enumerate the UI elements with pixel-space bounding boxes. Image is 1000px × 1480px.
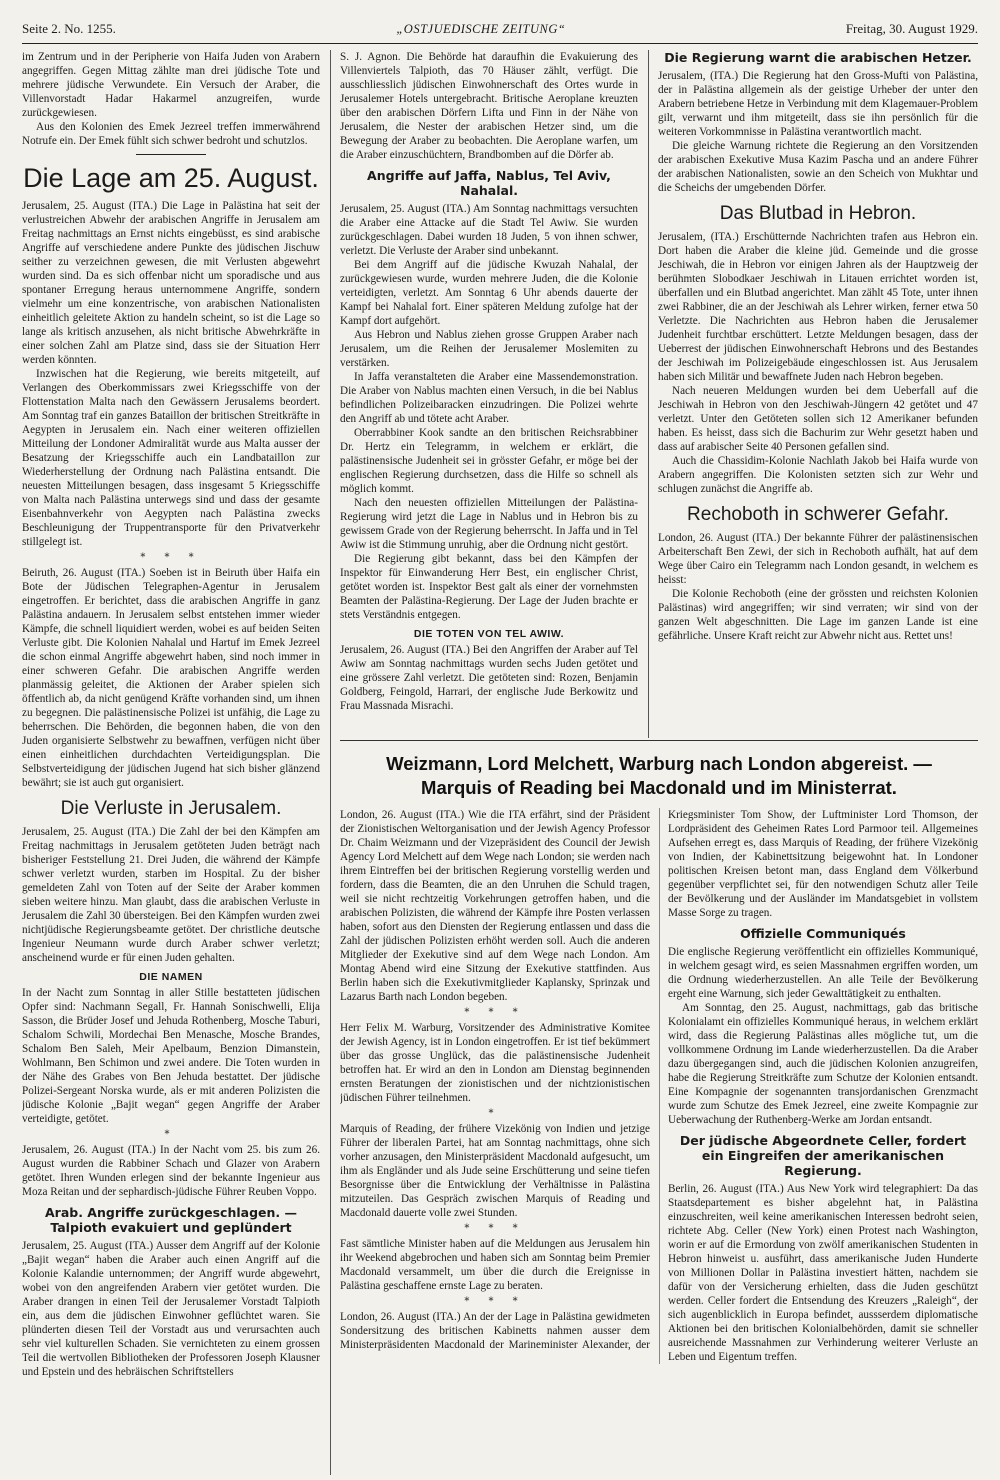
headline-jaffa: Angriffe auf Jaffa, Nablus, Tel Aviv, Nahalal. (367, 168, 611, 198)
lower-section-rule (340, 740, 978, 741)
column-rule-1 (330, 50, 331, 1475)
paragraph: Die Kolonie Rechoboth (eine der grössten und reichsten Kolonien Palästinas) wird angegriffen; wir sind verraten; wir sind von der ganzen Welt abgeschnitten. Die Lage im ganzen Lande ist eine gefährliche. Unsere Kraft reicht zur Abwehr nicht aus. Rettet uns! (658, 588, 978, 642)
separator-stars: * * * (140, 552, 202, 563)
paragraph: London, 26. August (ITA.) An der der Lage in Palästina gewidmeten Sondersitzung des britischen Kabinetts nahmen ausser dem Ministerpräsidenten Macdonald der Marineminister Alexander, der Kriegsminister Tom Show, der Luftminister Lord Thomson, der Lordpräsident des Geheimen Rates Lord Parmoor teil. Allgemeines Aufsehen erregt es, dass Marquis of Reading, der frühere Vizekönig von Indien, der Kabinettsitzung beigewohnt hat. In Londoner politischen Kreisen betont man, dass England dem Völkerbund gegenüber verpflichtet sei, für den notwendigen Schutz aller Teile der Bevölkerung und der Ausländer im Mandatsgebiet in vollstem Masse Sorge zu tragen. (340, 809, 978, 1351)
header-masthead: „OSTJUEDISCHE ZEITUNG“ (396, 22, 566, 36)
header-date: Freitag, 30. August 1929. (845, 21, 978, 36)
divider (136, 154, 206, 155)
paragraph: Oberrabbiner Kook sandte an den britischen Reichsrabbiner Dr. Hertz ein Telegramm, in welchem er erklärt, die palästinensische Judenheit sei in grösster Gefahr, er möge bei der englischen Regierung durchsetzen, dass die Hilfe so schnell als möglich kommt. (340, 427, 638, 495)
column-2 (340, 50, 638, 738)
headline-verluste: Die Verluste in Jerusalem. (60, 798, 282, 819)
paragraph: Jerusalem, (ITA.) Die Regierung hat den Gross-Mufti von Palästina, der in Palästina allgemein als der geistige Urheber der unter den Arabern betriebene Hetze in Verbindung mit dem Klagemauer-Problem gilt, verwarnt und ihm mitgeteilt, dass sie ihn persönlich für die weiteren Vorkommnisse in Palästina verantwortlich macht. (658, 70, 978, 138)
paragraph: Die englische Regierung veröffentlicht ein offizielles Kommuniqué, in welchem gesagt wird, es seien Massnahmen ergriffen worden, um die Ordnung wiederherzustellen. An alle Teile der Bevölkerung ergeht eine Warnung, sich jeder Gewalttätigkeit zu enthalten. (668, 946, 978, 1000)
subheading-namen: DIE NAMEN (139, 971, 203, 983)
paragraph: Die gleiche Warnung richtete die Regierung an den Vorsitzenden der arabischen Exekutive Musa Kazim Pascha und an andere Führer der arabischen Nationalisten, sowie an den Scheich von Mukhtar und die Scheichs der umgebenden Dörfer. (658, 140, 978, 194)
separator-stars: * * * (464, 1296, 526, 1307)
separator-stars: * * * (464, 1007, 526, 1018)
separator-star: * (488, 1108, 502, 1119)
banner-line-1: Weizmann, Lord Melchett, Warburg nach London abgereist. — (386, 753, 932, 774)
paragraph: Beiruth, 26. August (ITA.) Soeben ist in Beiruth über Haifa ein Bote der Jüdischen Telegraphen-Agentur in Jerusalem eingetroffen. Er berichtet, dass die arabischen Angriffe in ganz Palästina andauern. In Jerusalem selbst entstehen immer wieder Kämpfe, die schnell liquidiert werden, wobei es auf beiden Seiten Verluste gibt. Die Kolonien Nahalal und Hartuf im Emek Jezreel die schon einmal Angriffe abgewehrt haben, sind noch immer in einer schweren Gefahr. Die arabischen Angriffe werden planmässig geleitet, die Aktionen der Araber spielen sich öffentlich ab, da nicht genügend Kräfte vorhanden sind, um ihnen zu begegnen. Die palästinensische Polizei ist unfähig, die Lage zu beherrschen. Die Behörden, die begonnen haben, die von den Juden organisierte Selbstwehr zu bewaffnen, verfügen nicht über einen einheitlichen durchdachten Verteidigungsplan. Die Selbstverteidigung der jüdischen Jugend hat sich bisher glänzend bewährt; sie ist auch gut organisiert. (22, 567, 320, 789)
column-3 (658, 50, 978, 738)
paragraph: Nach neueren Meldungen wurden bei dem Ueberfall auf die Jeschiwah in Hebron von den Jeschiwah-Jüngern 42 getötet und 47 verletzt. Unter den Getöteten sollen sich 12 Amerikaner befunden haben. Es heisst, dass sich die Bachurim zur Wehr gesetzt haben und dass auf arabischer Seite 40 Personen gefallen sind. (658, 385, 978, 453)
paragraph: Die Regierung gibt bekannt, dass bei den Kämpfen der Inspektor für Einwanderung Herr Best, ein englischer Christ, getötet worden ist. Inspektor Best galt als einer der vornehmsten Beamten der Palästina-Regierung. Der Lage der Juden brachte er stets Verständnis entgegen. (340, 553, 638, 621)
paragraph: In Jaffa veranstalteten die Araber eine Massendemonstration. Die Araber von Nablus machten einen Versuch, in die bei Nablus befindlichen Polizeibaracken einzudringen. Die Polizei wehrte den Angriff ab und tötete acht Araber. (340, 371, 638, 425)
headline-lage: Die Lage am 25. August. (23, 163, 319, 193)
separator-star: * (164, 1129, 178, 1140)
paragraph: Berlin, 26. August (ITA.) Aus New York wird telegraphiert: Da das Staatsdepartement es bisher abgelehnt hat, in Palästina einzuschreiten, weil keine amerikanischen Interessen bedroht seien, richtete Abg. Celler (New York) einen Protest nach Washington, worin er auf die Ermordung von zwölf amerikanischen Studenten in Hebron hinweist u. ausführt, dass amerikanische Juden Hunderte von Millionen Dollar in Palästina investiert hätten, nachdem sie dafür von der Versicherung erhielten, dass die Juden geschützt werden. Celler fordert die Entsendung des Kreuzers „Raleigh“, der sich augenblicklich in Europa befindet, aussserdem diplomatische Aktionen bei den britischen Kolonialbehörden, damit sie schneller ausreichende Massnahmen zur Verhinderung weiterer Verluste an Leben und Eigentum treffen. (668, 1183, 978, 1363)
headline-hebron: Das Blutbad in Hebron. (719, 203, 917, 224)
paragraph: Bei dem Angriff auf die jüdische Kwuzah Nahalal, der zurückgewiesen wurde, wurden mehrere Juden, die die Kolonie verteidigten, verletzt. Am Sonntag 6 Uhr abends dauerte der Kampf bei Nahalal fort. Einer späteren Meldung zufolge hat der Kampf dort aufgehört. (340, 259, 638, 327)
paragraph: im Zentrum und in der Peripherie von Haifa Juden von Arabern angegriffen. Gegen Mittag zählte man drei jüdische Tote und mehrere jüdische Verwundete. Ein Versuch der Araber, die Villenvorstadt Hadar Hakarmel anzugreifen, wurde zurückgewiesen. (22, 51, 320, 119)
paragraph: Auch die Chassidim-Kolonie Nachlath Jakob bei Haifa wurde von Arabern angegriffen. Die Kolonisten setzten sich zur Wehr und schlugen zunächst die Angriffe ab. (658, 455, 978, 495)
lower-two-columns (340, 808, 978, 1364)
paragraph: London, 26. August (ITA.) Wie die ITA erfährt, sind der Präsident der Zionistischen Weltorganisation und der Jewish Agency Professor Dr. Chaim Weizmann und der Vizepräsident des Council der Jewish Agency Lord Melchett auf dem Wege nach London; sie werden nach ihrem Eintreffen bei der britischen Regierung vorstellig werden und fordern, dass die Beamten, die an den Unruhen die Schuld tragen, weil sie nicht rechtzeitig Vorkehrungen getroffen haben, und die arabischen Polizisten, die während der Kämpfe ihre Posten verlassen haben, sofort aus den Diensten der Regierung entlassen und dass die Zahl der jüdischen Polizisten erhöht werden soll. Auch die anderen Mitglieder der Exekutive sind auf dem Wege nach London. Am Montag Abend wird eine Sitzung der Exekutive stattfinden. Aus Berlin haben sich die Exekutivmitglieder Kaplansky, Sprinzak und Lazarus Barth nach London begeben. (340, 809, 650, 1003)
paragraph: In der Nacht zum Sonntag in aller Stille bestatteten jüdischen Opfer sind: Nachmann Segall, Fr. Hannah Sonischwelli, Elija Sasson, die Brüder Josef und Jehuda Rothenberg, Mosche Taburi, Schalom Schwili, Mordechai Ben Menasche, Mosche Brandes, Schalom Ben Saleh, Meir Apelbaum, Benzion Dimanstein, Wohlmann, Ben Schimon und zwei andere. Die Toten wurden in der Nähe des Grabes von Ben Jehuda bestattet. Der jüdische Polizei-Sergeant Norska wurde, als er mit anderen Polizisten die jüdische Kolonie „Bajit wegan“ gegen Angriffe der Araber verteidigte, getötet. (22, 987, 320, 1125)
paragraph: Jerusalem, 25. August (ITA.) Am Sonntag nachmittags versuchten die Araber eine Attacke auf die Stadt Tel Awiw. Sie wurden zurückgeschlagen. Dabei wurden 18 Juden, 5 von ihnen schwer, verletzt. Die Verluste der Araber sind unbekannt. (340, 203, 638, 257)
paragraph: Fast sämtliche Minister haben auf die Meldungen aus Jerusalem hin ihr Weekend abgebrochen und haben sich am Sonntag beim Premier Macdonald versammelt, um über die durch die Ereignisse in Palästina geschaffene ernste Lage zu beraten. (340, 1238, 650, 1292)
separator-stars: * * * (464, 1223, 526, 1234)
paragraph: Jerusalem, 25. August (ITA.) Die Lage in Palästina hat seit der verlustreichen Abwehr der arabischen Angriffe in Jerusalem am Freitag nachmittags an Ernst nichts eingebüsst, es sind arabische Angriffe auf verschiedene andere Punkte des jüdischen Jischuw seither zu verzeichnen gewesen, die mit Verlusten abgewehrt wurden sind. Da es sich offenbar nicht um sporadische und aus spontaner Erregung heraus unternommene Angriffe, sondern vielmehr um eine konzentrische, von arabischen Nationalisten einheitlich geleitete Aktion zu handeln scheint, so ist die Lage so lange als kritisch anzusehen, als nicht britische Abwehrkräfte in einer solchen Zahl am Platze sind, dass sie der Situation Herr werden könnten. (22, 200, 320, 366)
banner-headline (340, 752, 978, 800)
paragraph: Aus Hebron und Nablus ziehen grosse Gruppen Araber nach Jerusalem, um die Reihen der Jerusalemer Moslemiten zu verstärken. (340, 329, 638, 369)
lower-section (340, 746, 978, 1475)
paragraph: Jerusalem, 25. August (ITA.) Ausser dem Angriff auf der Kolonie „Bajit wegan“ haben die Araber auch einen Angriff auf die Kolonie Kalandie unternommen; der Angriff wurde abgewehrt, wobei von den angreifenden Arabern vier getötet wurden. Die Araber drangen in einen Teil der Jerusalemer Vorstadt Talpioth ein, aus dem die jüdischen Einwohner geflüchtet waren. Sie plünderten diesen Teil der Vorstadt aus und verursachten auch sehr viel kulturellen Schaden. Sie vernichteten zu einem grossen Teil die wertvollen Bibliotheken der Professoren Joseph Klausner und Epstein und des hebräischen Schriftstellers (22, 1240, 320, 1378)
paragraph: Aus den Kolonien des Emek Jezreel treffen immerwährend Notrufe ein. Der Emek fühlt sich schwer bedroht und schutzlos. (22, 121, 320, 147)
header-page-number: Seite 2. No. 1255. (22, 21, 116, 36)
paragraph: S. J. Agnon. Die Behörde hat daraufhin die Evakuierung des Villenviertels Talpioth, das 70 Häuser zählt, verfügt. Die ausschliesslich jüdischen Einwohnerschaft des Ortes wurde in Jerusalemer Hotels untergebracht. Britische Aeroplane kreuzten über den arabischen Dörfern Lifta und Finn in der Nähe von Jerusalem, die Nester der arabischen Hetzer sind, um die Bewegung der Araber zu beobachten. Die Aeroplane warfen, um die Araber einzuschüchtern, Brandbomben auf die Dörfer ab. (340, 51, 638, 161)
paragraph: Nach den neuesten offiziellen Mitteilungen der Palästina-Regierung wird jetzt die Lage in Nablus und in Hebron bis zu gewissem Grade von der Regierung beherrscht. In Jaffa und in Tel Awiw ist die Stimmung unruhig, aber die Ordnung nicht gestört. (340, 497, 638, 551)
paragraph: London, 26. August (ITA.) Der bekannte Führer der palästinensischen Arbeiterschaft Ben Zewi, der sich in Rechoboth aufhält, hat auf dem Wege über Cairo ein Telegramm nach London gesandt, in welchem es heisst: (658, 532, 978, 586)
paragraph: Herr Felix M. Warburg, Vorsitzender des Administrative Komitee der Jewish Agency, ist in London eingetroffen. Er ist tief bekümmert über das grosse Unglück, das die palästinensische Judenheit betroffen hat. Er wird an den in London am Dienstag beginnenden ernsten Beratungen der zionistischen und der nichtzionistischen jüdischen Führer teilnehmen. (340, 1022, 650, 1104)
columns (22, 50, 978, 1475)
headline-celler: Der jüdische Abgeordnete Celler, fordert ein Eingreifen der amerikanischen Regierung. (679, 1133, 967, 1178)
paragraph: Jerusalem, 26. August (ITA.) In der Nacht vom 25. bis zum 26. August wurden die Rabbiner Schach und Glazer von Arabern getötet. Ihren Wunden erlegen sind der bekannte Ingenieur aus Moza Reitan und der sephardisch-jüdische Führer Reuben Voppo. (22, 1144, 320, 1198)
headline-talpioth: Arab. Angriffe zurückgeschlagen. — Talpioth evakuiert und geplündert (44, 1205, 298, 1235)
paragraph: Jerusalem, 25. August (ITA.) Die Zahl der bei den Kämpfen am Freitag nachmittags in Jerusalem getöteten Juden beträgt nach bisheriger Feststellung 21. Drei Juden, die während der Kämpfe schwer verletzt wurden, starben im Hospital. Zu der bisher gemeldeten Zahl von Toten auf der Seite der Araber kommen sieben weitere hinzu. Man glaubt, dass die arabischen Verluste in Jerusalem die Zahl 30 übersteigen. Bei den Kämpfen wurden zwei nichtjüdische Regierungsbeamte getötet. Der christliche deutsche Ingenieur Neumann wurde durch Araber schwer verletzt; anscheinend wurde er für einen Juden gehalten. (22, 826, 320, 964)
paragraph: Inzwischen hat die Regierung, wie bereits mitgeteilt, auf Verlangen des Oberkommissars zwei Kriegsschiffe von der Flottenstation Malta nach den Gewässern Jerusalems beordert. Am Sonntag traf ein ganzes Bataillon der britischen Streitkräfte in Aegypten in Jerusalem ein. Nach einer weiteren offiziellen Mitteilung der Londoner Admiralität wurde aus Malta ausser der Besatzung der Kriegsschiffe auch ein Landbataillon zur Wiederherstellung der Ordnung nach Palästina entsandt. Die neuesten Mitteilungen besagen, dass insgesamt 5 Kriegsschiffe von Malta nach Palästina unterwegs sind und dass der gesamte Eisenbahnverkehr von Aegypten nach Palästina zwecks Beschleunigung der Truppentransporte für den Privatverkehr stillgelegt ist. (22, 368, 320, 548)
column-1 (22, 50, 320, 1475)
paragraph: Jerusalem, (ITA.) Erschütternde Nachrichten trafen aus Hebron ein. Dort haben die Araber die kleine jüd. Gemeinde und die grosse Jeschiwah, die in Hebron vor einigen Jahren als der Hauptzweig der berühmten Slobodkaer Jeschiwah in Litauen errichtet worden ist, überfallen und ein Blutbad angerichtet. Man zählt 45 Tote, unter ihnen zwei Rabbiner, die an der Jeschiwah als Lehrer wirken, ferner etwa 50 Verletzte. Die Nachrichten aus Hebron haben die Jerusalemer Judenheit furchtbar erschüttert. Letzte Meldungen besagen, dass der Ueberrest der jüdischen Einwohnerschaft Hebrons und des Bestandes der Jeschiwah im Polizeigebäude eingeschlossen ist. Aus Jerusalem haben sich Militär und bewaffnete Juden nach Hebron begeben. (658, 231, 978, 383)
page-header (22, 0, 978, 44)
subheading-toten: DIE TOTEN VON TEL AWIW. (413, 628, 565, 640)
headline-regierung: Die Regierung warnt die arabischen Hetzer. (664, 50, 972, 65)
column-rule-2 (648, 50, 649, 738)
headline-rechoboth: Rechoboth in schwerer Gefahr. (687, 504, 949, 525)
banner-line-2: Marquis of Reading bei Macdonald und im Ministerrat. (421, 777, 897, 798)
paragraph: Jerusalem, 26. August (ITA.) Bei den Angriffen der Araber auf Tel Awiw am Sonntag nachmittags wurden sechs Juden getötet und eine grössere Zahl verletzt. Die getöteten sind: Rozen, Benjamin Goldberg, Feingold, Harrari, der englische Jude Berkowitz und Frau Massnada Misrachi. (340, 644, 638, 712)
headline-communiques: Offizielle Communiqués (740, 926, 906, 941)
paragraph: Am Sonntag, den 25. August, nachmittags, gab das britische Kolonialamt ein offizielles Kommuniqué heraus, in welchem erklärt wird, dass die Regierung Palästinas alles mögliche tut, um die vollkommene Ordnung im Lande wiederherzustellen. Da die Araber dazu übergegangen sind, auch die jüdischen Kolonien anzugreifen, habe die Regierung Streitkräfte zum Schutze der Kolonien entsandt. Eine Kompagnie der sogenannten transjordanischen Grenzmacht wurde zum Schutze des Emek Jezreel, eine zweite Kompagnie zur Ueberwachung der Ruthenberg-Werke am Jordan entsandt. (668, 1002, 978, 1126)
paragraph: Marquis of Reading, der frühere Vizekönig von Indien und jetzige Führer der liberalen Partei, hat am Sonntag nachmittags, ohne sich vorher anzusagen, den Ministerpräsident Macdonald aufgesucht, um ihm als Engländer und als Jude seine Erschütterung und seine tiefen Besorgnisse über die Entwicklung der Verhältnisse in Palästina mitzuteilen. Das Gespräch zwischen Marquis of Reading und Macdonald dauerte volle zwei Stunden. (340, 1123, 650, 1219)
